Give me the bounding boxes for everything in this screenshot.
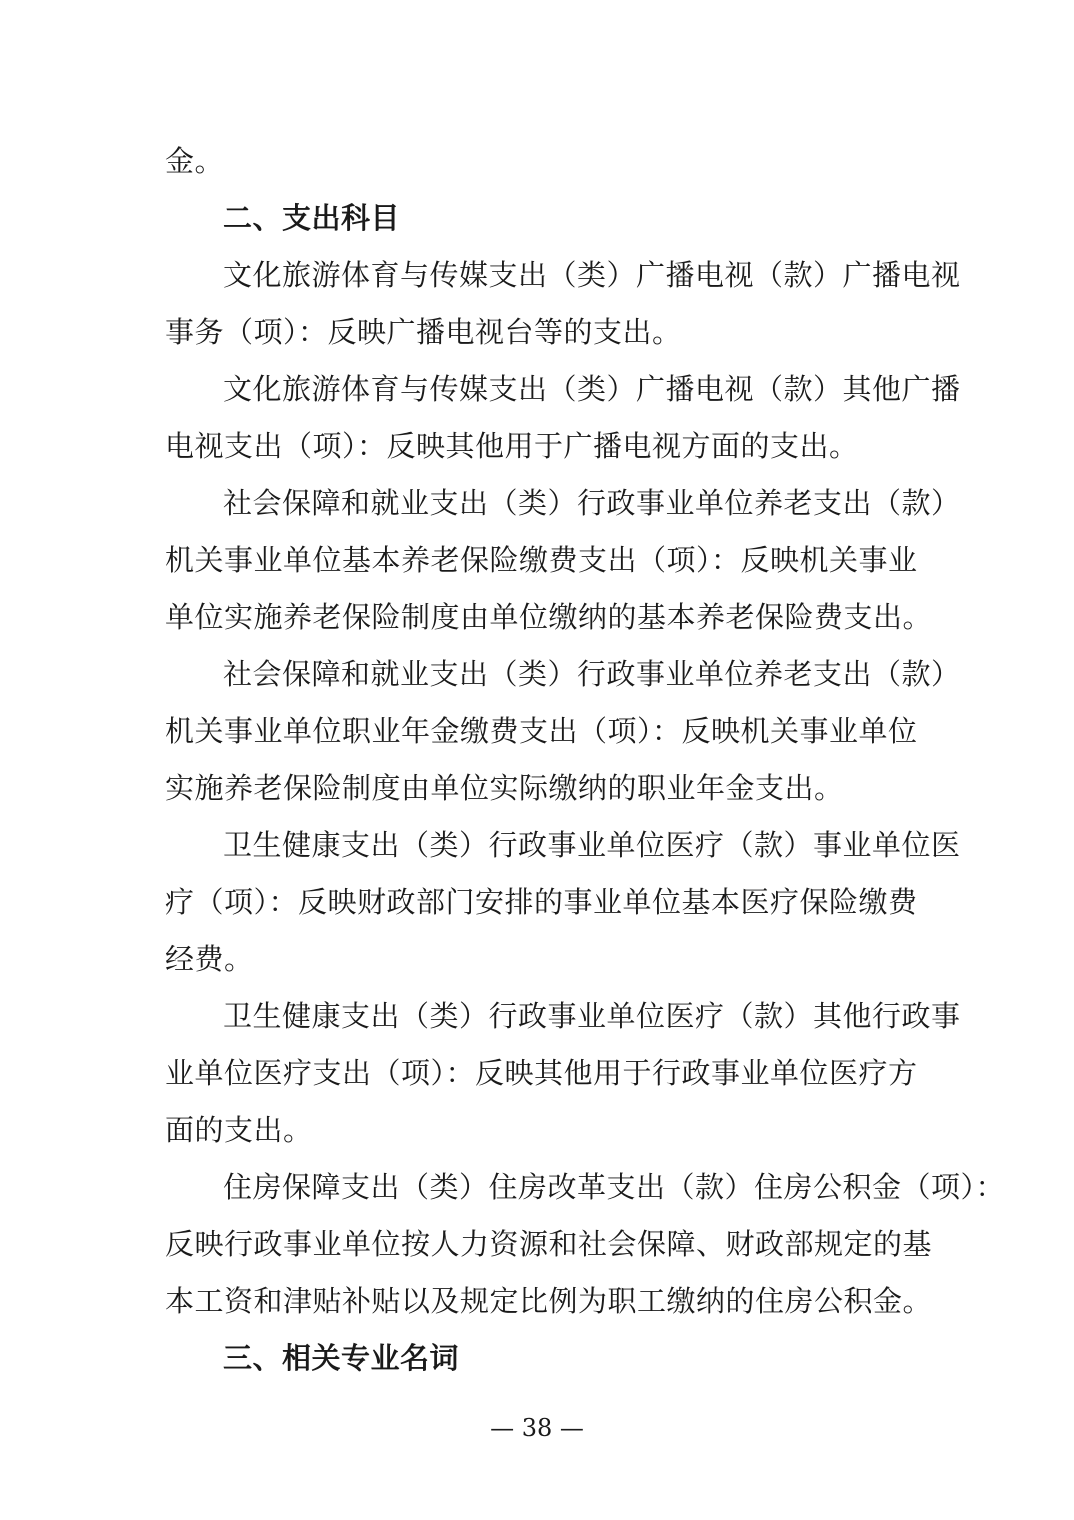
text-line: 电视支出（项）：反映其他用于广播电视方面的支出。	[165, 429, 859, 463]
text-line: 住房保障支出（类）住房改革支出（款）住房公积金（项）：	[223, 1170, 1006, 1204]
text-line: 社会保障和就业支出（类）行政事业单位养老支出（款）	[223, 657, 961, 691]
text-line: 本工资和津贴补贴以及规定比例为职工缴纳的住房公积金。	[165, 1284, 933, 1318]
section-heading-expenditure: 二、支出科目	[223, 201, 401, 235]
text-line: 社会保障和就业支出（类）行政事业单位养老支出（款）	[223, 486, 961, 520]
text-line: 经费。	[165, 942, 254, 976]
document-body	[165, 133, 1006, 1387]
text-line: 单位实施养老保险制度由单位缴纳的基本养老保险费支出。	[165, 600, 933, 634]
text-line: 反映行政事业单位按人力资源和社会保障、财政部规定的基	[165, 1227, 933, 1261]
text-line: 文化旅游体育与传媒支出（类）广播电视（款）广播电视	[223, 258, 961, 292]
text-line: 卫生健康支出（类）行政事业单位医疗（款）事业单位医	[223, 828, 961, 862]
text-line: 业单位医疗支出（项）：反映其他用于行政事业单位医疗方	[165, 1056, 918, 1090]
text-line: 文化旅游体育与传媒支出（类）广播电视（款）其他广播	[223, 372, 961, 406]
text-line: 疗（项）：反映财政部门安排的事业单位基本医疗保险缴费	[165, 885, 918, 919]
text-line: 事务（项）：反映广播电视台等的支出。	[165, 315, 682, 349]
page-number: — 38 —	[490, 1414, 584, 1442]
text-line: 机关事业单位基本养老保险缴费支出（项）：反映机关事业	[165, 543, 918, 577]
text-line: 实施养老保险制度由单位实际缴纳的职业年金支出。	[165, 771, 844, 805]
text-line: 机关事业单位职业年金缴费支出（项）：反映机关事业单位	[165, 714, 918, 748]
text-line: 金。	[165, 144, 225, 178]
section-heading-terms: 三、相关专业名词	[223, 1341, 460, 1375]
text-line: 面的支出。	[165, 1113, 313, 1147]
text-line: 卫生健康支出（类）行政事业单位医疗（款）其他行政事	[223, 999, 961, 1033]
